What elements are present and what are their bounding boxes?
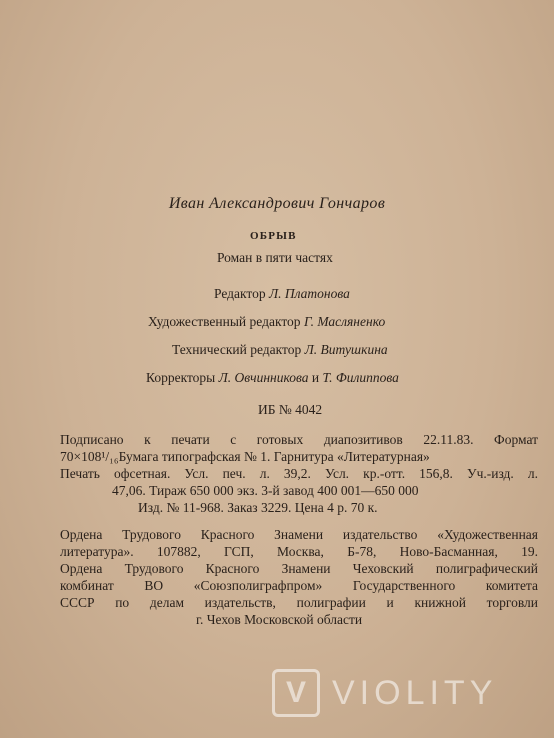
credit-name: Л. Овчинникова <box>218 370 309 385</box>
print-info-line: 70×108¹/₁₆Бумага типографская № 1. Гарнитура «Литературная» <box>60 449 430 464</box>
violity-logo-icon: V <box>272 669 320 717</box>
credit-role: Художественный редактор <box>148 314 301 329</box>
credit-name-2: Т. Филиппова <box>322 370 399 385</box>
print-info-line: Подписано к печати с готовых диапозитивов 22.11.83. Формат <box>60 432 538 447</box>
author-name: Иван Александрович Гончаров <box>168 195 386 212</box>
credit-name: Л. Витушкина <box>304 342 388 357</box>
credit-role: Технический редактор <box>172 342 302 357</box>
credit-tech-editor <box>172 342 388 358</box>
print-info-line: Печать офсетная. Усл. печ. л. 39,2. Усл. кр.-отт. 156,8. Уч.-изд. л. <box>60 466 538 481</box>
credit-name: Л. Платонова <box>268 286 350 301</box>
credit-role: Корректоры <box>146 370 216 385</box>
publisher-line: г. Чехов Московской области <box>196 612 363 627</box>
ib-number: ИБ № 4042 <box>258 402 323 417</box>
credit-role: Редактор <box>214 286 266 301</box>
publisher-line: СССР по делам издательств, полиграфии и книжной торговли <box>60 595 538 610</box>
credit-proofreaders <box>146 370 399 386</box>
credit-editor <box>214 286 350 302</box>
publisher-line: комбинат ВО «Союзполиграфпром» Государственного комитета <box>60 578 538 593</box>
publisher-line: литература». 107882, ГСП, Москва, Б-78, Ново-Басманная, 19. <box>60 544 538 559</box>
credit-art-editor <box>148 314 385 330</box>
publisher-line: Ордена Трудового Красного Знамени издательство «Художественная <box>60 527 538 542</box>
watermark-text: VIOLITY <box>332 673 498 712</box>
publisher-line: Ордена Трудового Красного Знамени Чеховский полиграфический <box>60 561 538 576</box>
book-subtitle: Роман в пяти частях <box>217 250 333 265</box>
credit-conj: и <box>311 370 320 385</box>
book-title: ОБРЫВ <box>250 230 297 242</box>
print-info-line: 47,06. Тираж 650 000 экз. 3-й завод 400 001—650 000 <box>112 483 419 498</box>
credit-name: Г. Масляненко <box>303 314 386 329</box>
print-info-line: Изд. № 11-968. Заказ 3229. Цена 4 р. 70 к. <box>138 500 378 515</box>
violity-watermark <box>272 668 542 718</box>
